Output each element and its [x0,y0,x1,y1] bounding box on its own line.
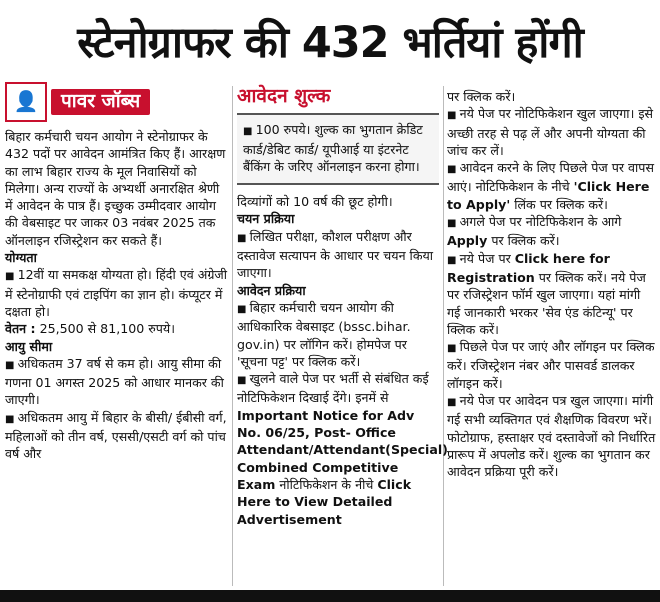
vetan-label: वेतन : [5,321,36,337]
brand-logo [5,82,47,122]
fee-heading: आवेदन शुल्क [237,85,331,107]
aayu-point-2: ■ अधिकतम आयु में बिहार के बीसी/ ईबीसी वर्ग, महिलाओं को तीन वर्ष, एससी/एसटी वर्ग को पांच वर्ष और [5,409,229,463]
s3-text-b: पर क्लिक करें। [487,233,560,249]
person-icon: 👤 [13,89,39,114]
s2-text-a: आवेदन करने के लिए पिछले पेज पर वापस आएं। नोटिफिकेशन के नीचे [447,160,654,195]
step-login: ■ पिछले पेज पर जाएं और लॉगइन पर क्लिक करें। रजिस्ट्रेशन नंबर और पासवर्ड डालकर लॉगइन करें। [447,338,657,392]
yogyata-text: ■ 12वीं या समकक्ष योग्यता हो। हिंदी एवं अंग्रेजी में स्टेनोग्राफी एवं टाइपिंग का ज्ञान हो। कंप्यूटर में दक्षता हो। [5,266,229,320]
column-2 [237,85,448,528]
brand-row [5,82,229,122]
aayu-point-1: ■ अधिकतम 37 वर्ष से कम हो। आयु सीमा की गणना 01 अगस्त 2025 को आधार मानकर की जाएगी। [5,355,229,409]
chayan-text: ■ लिखित परीक्षा, कौशल परीक्षण और दस्तावेज सत्यापन के आधार पर चयन किया जाएगा। [237,228,439,282]
s3-bold: Apply [447,233,488,249]
s2-bold: 'Click Here to Apply' [447,179,650,212]
column-divider [443,86,444,586]
step-form: ■ नये पेज पर आवेदन पत्र खुल जाएगा। मांगी गई सभी व्यक्तिगत एवं शैक्षणिक विवरण भरें। फोटोग्राफ, हस्ताक्षर एवं दस्तावेजों को निर्धारित प्रारूप में अपलोड करें। शुल्क का भुगतान कर आवेदन प्रक्रिया पूरी करें। [447,392,657,480]
step-apply [447,213,657,250]
column-divider [232,86,233,586]
step2-text-b: नोटिफिकेशन के नीचे [275,476,378,492]
fee-box [237,113,439,185]
vetan-value: 25,500 से 81,100 रुपये। [35,321,176,337]
continued-text: पर क्लिक करें। [447,89,516,104]
divyang-text: दिव्यांगों को 10 वर्ष की छूट होगी। [237,194,393,210]
avedan-step-1: ■ बिहार कर्मचारी चयन आयोग की आधिकारिक वेबसाइट (bssc.bihar. gov.in) पर लॉगिन करें। होमपेज पर 'सूचना पट्ट' पर क्लिक करें। [237,299,439,370]
step2-text-a: खुलने वाले पेज पर भर्ती से संबंधित कई नोटिफिकेशन दिखाई देंगे। इनमें से [237,371,429,406]
fee-text: ■ 100 रुपये। शुल्क का भुगतान क्रेडिट कार्ड/डेबिट कार्ड/ यूपीआई या इंटरनेट बैंकिंग के जरिए ऑनलाइन करना होगा। [243,121,435,175]
bottom-bar [0,590,660,602]
step-apply-link [447,159,657,213]
step-notification: ■ नये पेज पर नोटिफिकेशन खुल जाएगा। इसे अच्छी तरह से पढ़ लें और अपनी योग्यता की जांच कर लें। [447,105,657,159]
column-3 [447,88,657,481]
s4-text-b: पर क्लिक करें। नये पेज पर रजिस्ट्रेशन फॉर्म खुल जाएगा। यहां मांगी गई जानकारी भरकर 'सेव एंड कंटिन्यू' पर क्लिक करें। [447,269,646,337]
step-registration [447,250,657,338]
brand-label: पावर जॉब्स [51,89,150,114]
aayu-heading: आयु सीमा [5,338,53,354]
s3-text-a: अगले पेज पर नोटिफिकेशन के आगे [459,214,622,230]
avedan-heading: आवेदन प्रक्रिया [237,282,306,298]
s2-text-b: लिंक पर क्लिक करें। [510,196,608,212]
vetan-line [5,320,229,337]
step2-bold: Important Notice for Adv No. 06/25, Post- Office Attendant/Attendant(Special) Combined Competitive Exam [237,407,448,492]
chayan-heading: चयन प्रक्रिया [237,211,295,227]
column-1 [5,82,229,463]
step2-bold-2: Click Here to View Detailed Advertisement [237,476,412,527]
s4-text-a: नये पेज पर [459,250,515,266]
yogyata-heading: योग्यता [5,250,37,266]
avedan-step-2 [237,370,448,528]
headline: स्टेनोग्राफर की 432 भर्तियां होंगी [77,17,583,68]
s4-bold: Click here for Registration [447,250,610,285]
intro-text: बिहार कर्मचारी चयन आयोग ने स्टेनोग्राफर के 432 पदों पर आवेदन आमंत्रित किए हैं। आरक्षण का लाभ बिहार राज्य के मूल निवासियों को मिलेगा। अन्य राज्यों के अभ्यर्थी अनारक्षित श्रेणी में आवेदन के पात्र हैं। इच्छुक उम्मीदवार आयोग की वेबसाइट पर जाकर 03 नवंबर 2025 तक ऑनलाइन रजिस्ट्रेशन कर सकते हैं। [5,129,226,248]
